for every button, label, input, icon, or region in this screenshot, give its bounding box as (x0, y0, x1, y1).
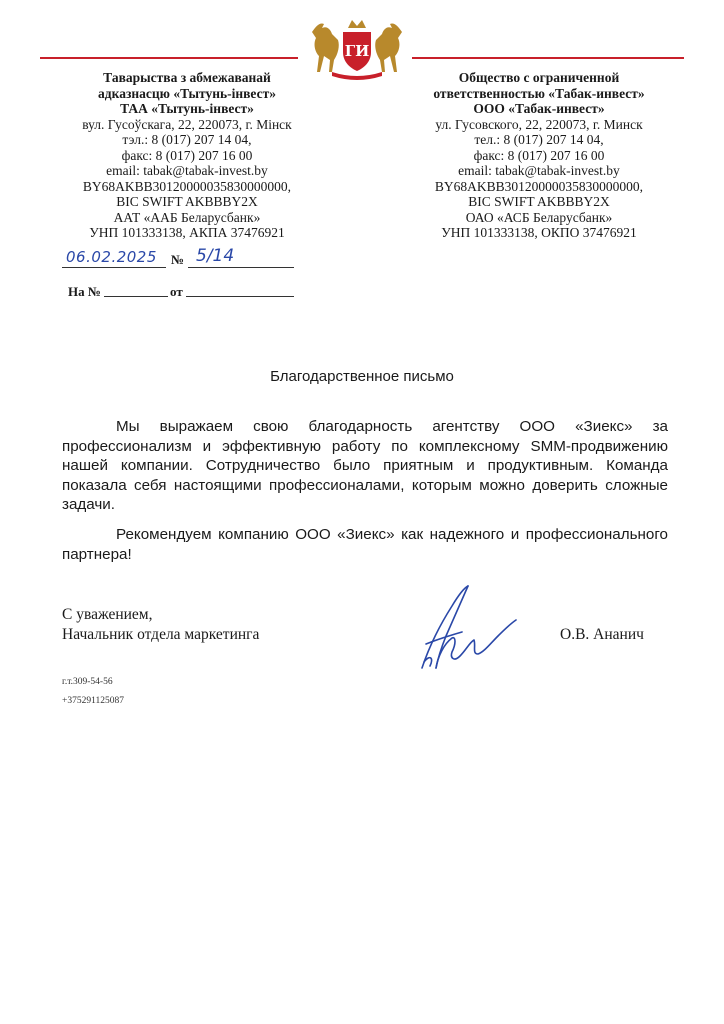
requisites-right-line: ответственностью «Табак-инвест» (433, 85, 645, 101)
letter-paragraph-2: Рекомендуем компанию ООО «Зиекс» как надежного и профессионального партнера! (62, 526, 668, 563)
contact-phone-2: +375291125087 (62, 696, 125, 706)
signer-position: Начальник отдела маркетинга (62, 626, 260, 643)
reply-number-underline (104, 296, 168, 297)
requisites-right-line: BY68AKBB30120000035830000000, (434, 178, 644, 194)
requisites-left-line: ТАА «Тытунь-інвест» (120, 101, 254, 116)
signer-name: О.В. Ананич (560, 626, 644, 643)
right-deer-icon (375, 23, 402, 72)
requisites-right-line: тел.: 8 (017) 207 14 04, (474, 132, 604, 147)
crown-icon (348, 20, 366, 28)
requisites-left-line: email: tabak@tabak-invest.by (106, 163, 268, 178)
outgoing-number-label: № (171, 252, 185, 267)
requisites-right-line: BIC SWIFT AKBBBY2X (468, 194, 610, 209)
header-rule-left (40, 57, 298, 59)
requisites-right-line: ул. Гусовского, 22, 220073, г. Минск (435, 116, 643, 132)
requisites-right-line: УНП 101333138, ОКПО 37476921 (441, 225, 637, 240)
requisites-right-line: ООО «Табак-инвест» (473, 101, 605, 116)
handwritten-signature (408, 584, 520, 676)
outgoing-number: 5/14 (196, 246, 235, 266)
reply-number-label: На № (68, 284, 101, 299)
requisites-right-line: email: tabak@tabak-invest.by (458, 163, 620, 178)
letter-title: Благодарственное письмо (270, 368, 454, 385)
requisites-left-line: факс: 8 (017) 207 16 00 (121, 147, 253, 163)
requisites-left-line: тэл.: 8 (017) 207 14 04, (122, 132, 252, 147)
header-rule-right (412, 57, 684, 59)
left-deer-icon (312, 23, 339, 72)
letter-paragraph-1: Мы выражаем свою благодарность агентству ООО «Зиекс» за профессионализм и эффективную работу по комплексному SMM-продвижению нашей компании. Сотрудничество было приятным и продуктивным. Команда показала себя настоящими профессионалами, которым можно доверить сложные задачи. (62, 418, 668, 513)
requisites-left-line: адказнасцю «Тытунь-інвест» (98, 85, 276, 101)
requisites-left-line: УНП 101333138, АКПА 37476921 (89, 225, 285, 240)
closing-regards: С уважением, (62, 606, 153, 623)
requisites-left (62, 70, 312, 241)
company-logo (302, 14, 412, 82)
ribbon-icon (332, 72, 382, 80)
logo-monogram: ГИ (344, 42, 370, 60)
requisites-right-line: ОАО «АСБ Беларусбанк» (465, 209, 613, 225)
reply-date-underline (186, 296, 294, 297)
logo-emblem-icon (302, 14, 412, 82)
requisites-right (413, 70, 665, 241)
requisites-left-line: вул. Гусоўскага, 22, 220073, г. Мінск (82, 116, 292, 132)
requisites-left-line: ААТ «ААБ Беларусбанк» (113, 209, 261, 225)
requisites-left-line: BIC SWIFT AKBBBY2X (116, 194, 258, 209)
requisites-right-line: факс: 8 (017) 207 16 00 (473, 147, 605, 163)
number-underline (188, 267, 294, 268)
requisites-left-line: BY68AKBB30120000035830000000, (82, 178, 292, 194)
outgoing-date: 06.02.2025 (66, 248, 157, 266)
date-underline (62, 267, 166, 268)
requisites-left-line: Таварыства з абмежаванай (103, 70, 271, 85)
requisites-right-line: Общество с ограниченной (458, 70, 620, 85)
signature-icon (408, 584, 520, 676)
reply-date-label: от (170, 284, 183, 299)
contact-phone-1: г.т.309-54-56 (62, 677, 113, 687)
